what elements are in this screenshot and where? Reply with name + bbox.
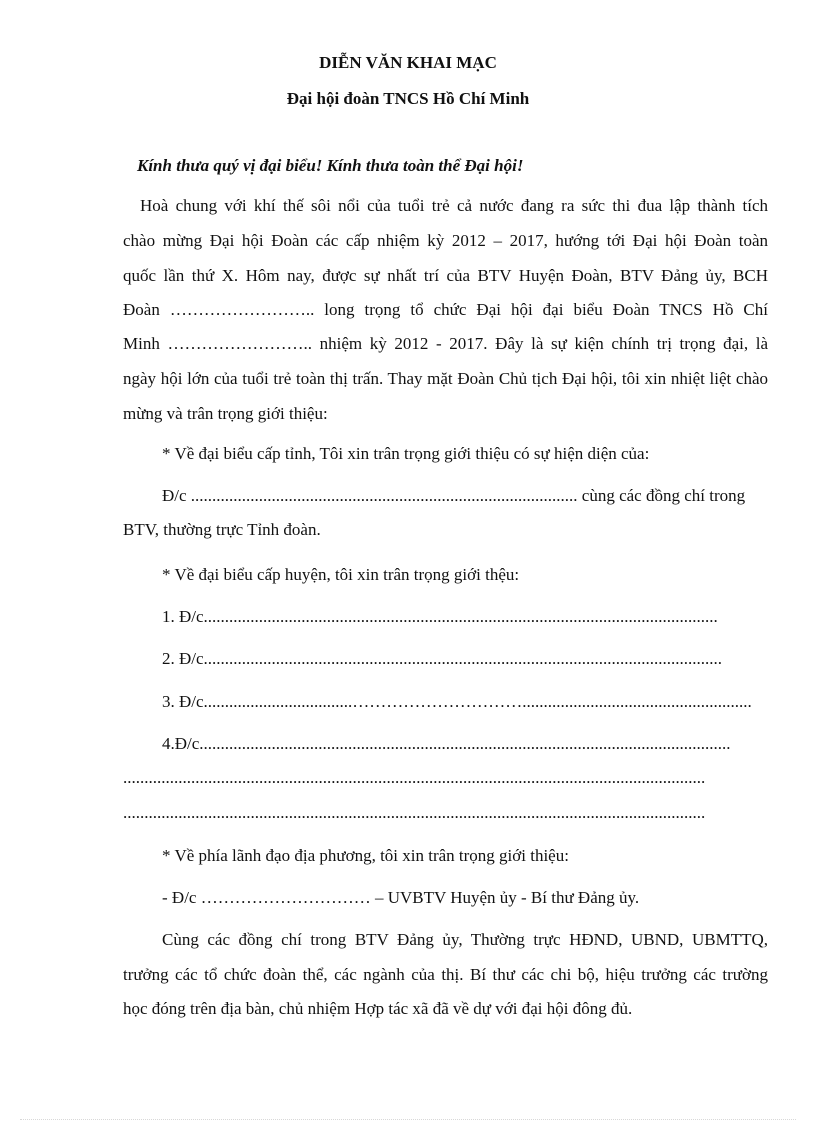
district-delegate-item: ......................................................................................................................................... — [123, 768, 706, 787]
province-heading: * Về đại biểu cấp tỉnh, Tôi xin trân trọng giới thiệu có sự hiện diện của: — [162, 444, 650, 463]
intro-line: quốc lần thứ X. Hôm nay, được sự nhất trí của BTV Huyện Đoàn, BTV Đảng ủy, BCH — [123, 266, 768, 285]
local-heading: * Về phía lãnh đạo địa phương, tôi xin trân trọng giới thiệu: — [162, 846, 569, 865]
district-delegate-item: 2. Đ/c.......................................................................................................................... — [162, 649, 723, 668]
local-leader-item: - Đ/c ………………………… – UVBTV Huyện ủy - Bí thư Đảng ủy. — [162, 888, 640, 907]
district-delegate-item: 1. Đ/c......................................................................................................................... — [162, 607, 718, 626]
intro-line: mừng và trân trọng giới thiệu: — [123, 404, 328, 423]
intro-line: Minh …………………….. nhiệm kỳ 2012 - 2017. Đây là sự kiện chính trị trọng đại, là — [123, 334, 768, 353]
intro-line: ngày hội lớn của tuổi trẻ toàn thị trấn. Thay mặt Đoàn Chủ tịch Đại hội, tôi xin nhiệt liệt chào — [123, 369, 768, 388]
district-delegate-item: 4.Đ/c............................................................................................................................. — [162, 734, 731, 753]
district-delegate-item: ......................................................................................................................................... — [123, 803, 706, 822]
intro-line: Hoà chung với khí thế sôi nổi của tuổi trẻ cả nước đang ra sức thi đua lập thành tích — [140, 196, 768, 215]
province-delegate-line: Đ/c ........................................................................................... cùng các đồng chí trong — [162, 486, 746, 505]
document-subtitle: Đại hội đoàn TNCS Hồ Chí Minh — [286, 89, 530, 108]
greeting: Kính thưa quý vị đại biểu! Kính thưa toàn thể Đại hội! — [137, 156, 524, 175]
document-title: DIỄN VĂN KHAI MẠC — [319, 53, 497, 72]
district-delegate-item: 3. Đ/c...................................…………………………...................................................... — [162, 692, 752, 711]
closing-line: trưởng các tổ chức đoàn thể, các ngành của thị. Bí thư các chi bộ, hiệu trưởng các trường — [123, 965, 768, 984]
closing-line: Cùng các đồng chí trong BTV Đảng ủy, Thường trực HĐND, UBND, UBMTTQ, — [162, 930, 768, 949]
page-bottom-divider — [20, 1119, 796, 1120]
province-delegate-line: BTV, thường trực Tỉnh đoàn. — [123, 520, 321, 539]
intro-line: Đoàn …………………….. long trọng tổ chức Đại hội đại biểu Đoàn TNCS Hồ Chí — [123, 300, 768, 319]
intro-line: chào mừng Đại hội Đoàn các cấp nhiệm kỳ 2012 – 2017, hướng tới Đại hội Đoàn toàn — [123, 231, 768, 250]
district-heading: * Về đại biểu cấp huyện, tôi xin trân trọng giới thệu: — [162, 565, 520, 584]
closing-line: học đóng trên địa bàn, chủ nhiệm Hợp tác xã đã về dự với đại hội đông đủ. — [123, 999, 633, 1018]
